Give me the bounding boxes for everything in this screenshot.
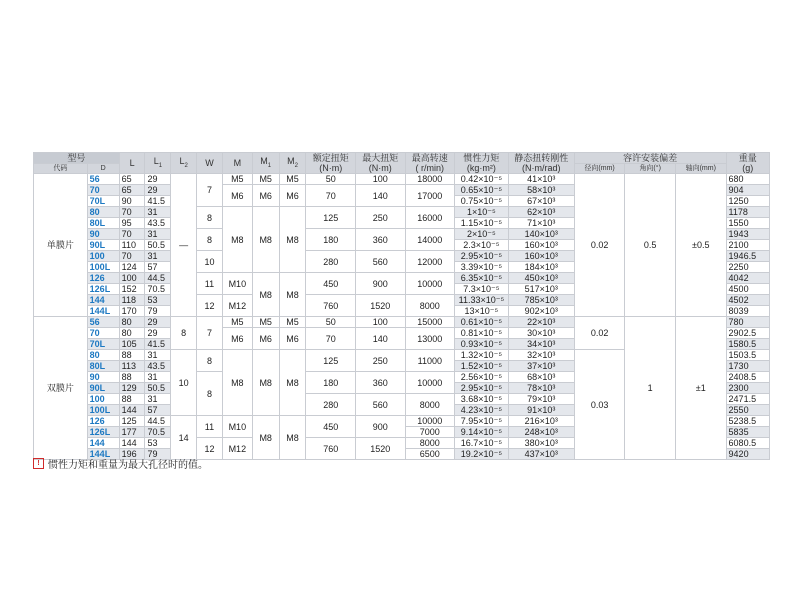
max-torque-unit: (N·m) xyxy=(368,163,392,173)
header-radial: 径向(mm) xyxy=(574,164,625,174)
cell-l1: 50.5 xyxy=(145,240,171,251)
cell-inertia: 1.15×10⁻⁵ xyxy=(455,218,509,229)
model-code: 56 xyxy=(87,317,119,328)
cell-m2: M8 xyxy=(279,207,306,273)
cell-stiffness: 22×10³ xyxy=(508,317,574,328)
cell-inertia: 1.32×10⁻⁵ xyxy=(455,350,509,361)
header-code: 代码 xyxy=(34,164,88,174)
stiffness-unit: (N·m/rad) xyxy=(522,163,561,173)
cell-l1: 79 xyxy=(145,306,171,317)
cell-stiffness: 71×10³ xyxy=(508,218,574,229)
cell-weight: 5238.5 xyxy=(726,416,769,427)
cell-l2: 10 xyxy=(171,350,197,416)
cell-axial: ±0.5 xyxy=(675,174,726,317)
cell-l: 65 xyxy=(119,185,145,196)
model-code: 100 xyxy=(87,251,119,262)
cell-inertia: 0.42×10⁻⁵ xyxy=(455,174,509,185)
model-code: 126 xyxy=(87,416,119,427)
cell-m2: M5 xyxy=(279,174,306,185)
cell-inertia: 0.65×10⁻⁵ xyxy=(455,185,509,196)
cell-m2: M8 xyxy=(279,416,306,460)
cell-stiffness: 517×10³ xyxy=(508,284,574,295)
header-max-torque xyxy=(355,153,405,174)
cell-l: 196 xyxy=(119,449,145,460)
cell-stiffness: 91×10³ xyxy=(508,405,574,416)
cell-w: 10 xyxy=(197,251,223,273)
cell-w: 7 xyxy=(197,174,223,207)
cell-l: 144 xyxy=(119,438,145,449)
cell-inertia: 0.93×10⁻⁵ xyxy=(455,339,509,350)
cell-max-torque: 560 xyxy=(355,251,405,273)
cell-l: 90 xyxy=(119,196,145,207)
cell-max-speed: 7000 xyxy=(405,427,455,438)
header-inertia xyxy=(455,153,509,174)
coupling-spec-table xyxy=(33,152,770,460)
model-code: 80L xyxy=(87,218,119,229)
header-d: D xyxy=(87,164,119,174)
cell-stiffness: 248×10³ xyxy=(508,427,574,438)
cell-stiffness: 32×10³ xyxy=(508,350,574,361)
header-stiffness xyxy=(508,153,574,174)
header-m1: $M_1$ xyxy=(252,153,279,174)
cell-weight: 6080.5 xyxy=(726,438,769,449)
cell-l: 80 xyxy=(119,317,145,328)
cell-rated-torque: 125 xyxy=(306,207,356,229)
cell-inertia: 1.52×10⁻⁵ xyxy=(455,361,509,372)
rated-torque-unit: (N·m) xyxy=(319,163,343,173)
cell-weight: 4500 xyxy=(726,284,769,295)
cell-max-torque: 360 xyxy=(355,229,405,251)
cell-weight: 2471.5 xyxy=(726,394,769,405)
cell-inertia: 0.61×10⁻⁵ xyxy=(455,317,509,328)
cell-stiffness: 140×10³ xyxy=(508,229,574,240)
cell-stiffness: 380×10³ xyxy=(508,438,574,449)
cell-l: 65 xyxy=(119,174,145,185)
cell-weight: 1250 xyxy=(726,196,769,207)
cell-weight: 680 xyxy=(726,174,769,185)
cell-inertia: 3.68×10⁻⁵ xyxy=(455,394,509,405)
cell-w: 12 xyxy=(197,295,223,317)
cell-m: M6 xyxy=(222,185,252,207)
cell-m: M8 xyxy=(222,350,252,416)
cell-l: 88 xyxy=(119,372,145,383)
cell-max-speed: 6500 xyxy=(405,449,455,460)
cell-inertia: 3.39×10⁻⁵ xyxy=(455,262,509,273)
header-rated-torque xyxy=(306,153,356,174)
cell-inertia: 19.2×10⁻⁵ xyxy=(455,449,509,460)
footnote-text: 惯性力矩和重量为最大孔径时的值。 xyxy=(48,460,208,471)
cell-l: 88 xyxy=(119,350,145,361)
cell-l2: 8 xyxy=(171,317,197,350)
cell-m: M10 xyxy=(222,273,252,295)
model-code: 90 xyxy=(87,229,119,240)
cell-m: M12 xyxy=(222,295,252,317)
cell-rated-torque: 760 xyxy=(306,295,356,317)
table-row xyxy=(34,174,770,185)
inertia-unit: (kg·m²) xyxy=(466,163,496,173)
cell-inertia: 7.3×10⁻⁵ xyxy=(455,284,509,295)
model-code: 100L xyxy=(87,262,119,273)
cell-l1: 44.5 xyxy=(145,416,171,427)
cell-inertia: 2.56×10⁻⁵ xyxy=(455,372,509,383)
cell-max-speed: 14000 xyxy=(405,229,455,251)
cell-stiffness: 30×10³ xyxy=(508,328,574,339)
model-code: 126L xyxy=(87,284,119,295)
cell-max-torque: 250 xyxy=(355,207,405,229)
cell-m1: M8 xyxy=(252,350,279,416)
cell-weight: 1503.5 xyxy=(726,350,769,361)
cell-l1: 53 xyxy=(145,438,171,449)
cell-l1: 50.5 xyxy=(145,383,171,394)
model-code: 144L xyxy=(87,449,119,460)
cell-weight: 1580.5 xyxy=(726,339,769,350)
cell-m1: M8 xyxy=(252,207,279,273)
cell-max-speed: 16000 xyxy=(405,207,455,229)
max-speed-label: 最高转速 xyxy=(411,153,448,163)
cell-inertia: 4.23×10⁻⁵ xyxy=(455,405,509,416)
header-misalignment: 容许安装偏差 xyxy=(574,153,726,164)
model-code: 126L xyxy=(87,427,119,438)
cell-m1: M6 xyxy=(252,328,279,350)
model-code: 90L xyxy=(87,240,119,251)
header-max-speed xyxy=(405,153,455,174)
cell-max-torque: 1520 xyxy=(355,438,405,460)
cell-max-torque: 140 xyxy=(355,328,405,350)
header-l2: $L_2$ xyxy=(171,153,197,174)
cell-weight: 2100 xyxy=(726,240,769,251)
cell-radial: 0.03 xyxy=(574,350,625,460)
cell-l: 95 xyxy=(119,218,145,229)
cell-inertia: 2.95×10⁻⁵ xyxy=(455,383,509,394)
model-code: 70 xyxy=(87,185,119,196)
cell-l1: 31 xyxy=(145,229,171,240)
cell-l: 118 xyxy=(119,295,145,306)
cell-stiffness: 450×10³ xyxy=(508,273,574,284)
info-icon: ! xyxy=(33,458,44,469)
cell-weight: 2902.5 xyxy=(726,328,769,339)
cell-weight: 1178 xyxy=(726,207,769,218)
cell-l: 110 xyxy=(119,240,145,251)
cell-l: 80 xyxy=(119,328,145,339)
header-type: 型号 xyxy=(34,153,120,164)
cell-axial: ±1 xyxy=(675,317,726,460)
cell-l: 124 xyxy=(119,262,145,273)
cell-w: 8 xyxy=(197,372,223,416)
cell-max-speed: 15000 xyxy=(405,317,455,328)
cell-l: 170 xyxy=(119,306,145,317)
cell-l: 100 xyxy=(119,273,145,284)
cell-max-speed: 10000 xyxy=(405,273,455,295)
model-code: 90 xyxy=(87,372,119,383)
cell-w: 11 xyxy=(197,273,223,295)
cell-m2: M6 xyxy=(279,185,306,207)
cell-l1: 31 xyxy=(145,350,171,361)
cell-max-speed: 8000 xyxy=(405,438,455,449)
cell-weight: 8039 xyxy=(726,306,769,317)
cell-l: 144 xyxy=(119,405,145,416)
cell-rated-torque: 70 xyxy=(306,328,356,350)
cell-l: 129 xyxy=(119,383,145,394)
cell-w: 8 xyxy=(197,229,223,251)
cell-l1: 79 xyxy=(145,449,171,460)
cell-inertia: 1×10⁻⁵ xyxy=(455,207,509,218)
cell-l: 70 xyxy=(119,207,145,218)
cell-stiffness: 902×10³ xyxy=(508,306,574,317)
header-angular: 角向(°) xyxy=(625,164,676,174)
cell-max-torque: 360 xyxy=(355,372,405,394)
table-body xyxy=(34,174,770,460)
cell-m1: M5 xyxy=(252,317,279,328)
cell-rated-torque: 280 xyxy=(306,394,356,416)
model-code: 144 xyxy=(87,295,119,306)
cell-max-speed: 13000 xyxy=(405,328,455,350)
cell-weight: 9420 xyxy=(726,449,769,460)
cell-inertia: 2×10⁻⁵ xyxy=(455,229,509,240)
cell-inertia: 0.75×10⁻⁵ xyxy=(455,196,509,207)
cell-m1: M8 xyxy=(252,416,279,460)
cell-rated-torque: 450 xyxy=(306,273,356,295)
cell-stiffness: 216×10³ xyxy=(508,416,574,427)
cell-w: 12 xyxy=(197,438,223,460)
cell-rated-torque: 180 xyxy=(306,372,356,394)
cell-weight: 2250 xyxy=(726,262,769,273)
cell-inertia: 2.3×10⁻⁵ xyxy=(455,240,509,251)
cell-m: M12 xyxy=(222,438,252,460)
cell-max-speed: 18000 xyxy=(405,174,455,185)
cell-stiffness: 785×10³ xyxy=(508,295,574,306)
cell-weight: 5835 xyxy=(726,427,769,438)
cell-m: M6 xyxy=(222,328,252,350)
cell-w: 8 xyxy=(197,350,223,372)
table-header xyxy=(34,153,770,174)
cell-stiffness: 68×10³ xyxy=(508,372,574,383)
cell-l1: 29 xyxy=(145,317,171,328)
max-speed-unit: ( r/min) xyxy=(415,163,445,173)
model-code: 70 xyxy=(87,328,119,339)
cell-max-torque: 900 xyxy=(355,273,405,295)
cell-angular: 1 xyxy=(625,317,676,460)
cell-l: 177 xyxy=(119,427,145,438)
weight-label: 重量 xyxy=(738,153,757,163)
cell-max-speed: 12000 xyxy=(405,251,455,273)
cell-max-speed: 8000 xyxy=(405,394,455,416)
cell-l1: 29 xyxy=(145,328,171,339)
cell-m: M8 xyxy=(222,207,252,273)
cell-weight: 1550 xyxy=(726,218,769,229)
cell-rated-torque: 450 xyxy=(306,416,356,438)
cell-m1: M5 xyxy=(252,174,279,185)
cell-l1: 31 xyxy=(145,394,171,405)
cell-weight: 904 xyxy=(726,185,769,196)
cell-max-torque: 560 xyxy=(355,394,405,416)
model-code: 100L xyxy=(87,405,119,416)
cell-m: M5 xyxy=(222,174,252,185)
cell-w: 11 xyxy=(197,416,223,438)
cell-l1: 43.5 xyxy=(145,218,171,229)
cell-max-speed: 10000 xyxy=(405,416,455,427)
cell-inertia: 7.95×10⁻⁵ xyxy=(455,416,509,427)
cell-rated-torque: 125 xyxy=(306,350,356,372)
cell-l: 70 xyxy=(119,251,145,262)
cell-weight: 1730 xyxy=(726,361,769,372)
model-code: 70L xyxy=(87,339,119,350)
cell-max-torque: 140 xyxy=(355,185,405,207)
cell-weight: 4502 xyxy=(726,295,769,306)
cell-inertia: 11.33×10⁻⁵ xyxy=(455,295,509,306)
cell-max-speed: 11000 xyxy=(405,350,455,372)
cell-inertia: 13×10⁻⁵ xyxy=(455,306,509,317)
cell-angular: 0.5 xyxy=(625,174,676,317)
cell-l1: 53 xyxy=(145,295,171,306)
cell-l: 113 xyxy=(119,361,145,372)
cell-l1: 70.5 xyxy=(145,284,171,295)
cell-l1: 41.5 xyxy=(145,339,171,350)
cell-rated-torque: 280 xyxy=(306,251,356,273)
cell-stiffness: 37×10³ xyxy=(508,361,574,372)
cell-stiffness: 160×10³ xyxy=(508,251,574,262)
cell-m: M5 xyxy=(222,317,252,328)
cell-weight: 1943 xyxy=(726,229,769,240)
cell-max-torque: 1520 xyxy=(355,295,405,317)
header-axial: 轴向(mm) xyxy=(675,164,726,174)
model-code: 90L xyxy=(87,383,119,394)
cell-l1: 43.5 xyxy=(145,361,171,372)
rated-torque-label: 额定扭矩 xyxy=(312,153,349,163)
cell-max-speed: 10000 xyxy=(405,372,455,394)
cell-stiffness: 41×10³ xyxy=(508,174,574,185)
cell-l1: 70.5 xyxy=(145,427,171,438)
header-l: L xyxy=(119,153,145,174)
cell-m1: M6 xyxy=(252,185,279,207)
footnote xyxy=(33,456,208,471)
cell-w: 7 xyxy=(197,317,223,350)
cell-radial: 0.02 xyxy=(574,317,625,350)
cell-m: M10 xyxy=(222,416,252,438)
cell-stiffness: 184×10³ xyxy=(508,262,574,273)
cell-m2: M8 xyxy=(279,350,306,416)
inertia-label: 惯性力矩 xyxy=(463,153,500,163)
cell-l1: 31 xyxy=(145,372,171,383)
cell-rated-torque: 180 xyxy=(306,229,356,251)
model-code: 144L xyxy=(87,306,119,317)
header-w: W xyxy=(197,153,223,174)
cell-l1: 44.5 xyxy=(145,273,171,284)
cell-l1: 29 xyxy=(145,174,171,185)
cell-max-speed: 8000 xyxy=(405,295,455,317)
cell-radial: 0.02 xyxy=(574,174,625,317)
model-code: 144 xyxy=(87,438,119,449)
cell-weight: 1946.5 xyxy=(726,251,769,262)
cell-m2: M6 xyxy=(279,328,306,350)
cell-weight: 2550 xyxy=(726,405,769,416)
weight-unit: (g) xyxy=(742,163,754,173)
cell-max-speed: 17000 xyxy=(405,185,455,207)
cell-max-torque: 250 xyxy=(355,350,405,372)
header-l1: $L_1$ xyxy=(145,153,171,174)
model-code: 100 xyxy=(87,394,119,405)
cell-inertia: 0.81×10⁻⁵ xyxy=(455,328,509,339)
cell-stiffness: 78×10³ xyxy=(508,383,574,394)
cell-stiffness: 79×10³ xyxy=(508,394,574,405)
cell-stiffness: 67×10³ xyxy=(508,196,574,207)
stiffness-label: 静态扭转刚性 xyxy=(514,153,569,163)
cell-rated-torque: 760 xyxy=(306,438,356,460)
cell-l: 105 xyxy=(119,339,145,350)
cell-stiffness: 437×10³ xyxy=(508,449,574,460)
header-m: M xyxy=(222,153,252,174)
header-m2: $M_2$ xyxy=(279,153,306,174)
model-code: 80 xyxy=(87,207,119,218)
cell-m2: M8 xyxy=(279,273,306,317)
cell-max-torque: 900 xyxy=(355,416,405,438)
cell-l2: 14 xyxy=(171,416,197,460)
cell-l: 88 xyxy=(119,394,145,405)
cell-l: 125 xyxy=(119,416,145,427)
cell-l2: — xyxy=(171,174,197,317)
cell-max-torque: 100 xyxy=(355,317,405,328)
header-weight xyxy=(726,153,769,174)
cell-inertia: 2.95×10⁻⁵ xyxy=(455,251,509,262)
cell-w: 8 xyxy=(197,207,223,229)
cell-l: 152 xyxy=(119,284,145,295)
model-code: 80L xyxy=(87,361,119,372)
cell-l1: 41.5 xyxy=(145,196,171,207)
cell-m2: M5 xyxy=(279,317,306,328)
cell-l: 70 xyxy=(119,229,145,240)
cell-max-torque: 100 xyxy=(355,174,405,185)
cell-weight: 4042 xyxy=(726,273,769,284)
cell-inertia: 16.7×10⁻⁵ xyxy=(455,438,509,449)
cell-inertia: 6.35×10⁻⁵ xyxy=(455,273,509,284)
group-label: 双膜片 xyxy=(34,317,88,460)
cell-l1: 57 xyxy=(145,405,171,416)
cell-stiffness: 58×10³ xyxy=(508,185,574,196)
cell-rated-torque: 70 xyxy=(306,185,356,207)
cell-rated-torque: 50 xyxy=(306,317,356,328)
model-code: 56 xyxy=(87,174,119,185)
cell-rated-torque: 50 xyxy=(306,174,356,185)
model-code: 126 xyxy=(87,273,119,284)
cell-l1: 29 xyxy=(145,185,171,196)
cell-stiffness: 62×10³ xyxy=(508,207,574,218)
cell-weight: 2300 xyxy=(726,383,769,394)
cell-l1: 57 xyxy=(145,262,171,273)
cell-l1: 31 xyxy=(145,251,171,262)
cell-weight: 2408.5 xyxy=(726,372,769,383)
cell-stiffness: 160×10³ xyxy=(508,240,574,251)
max-torque-label: 最大扭矩 xyxy=(362,153,399,163)
cell-inertia: 9.14×10⁻⁵ xyxy=(455,427,509,438)
model-code: 80 xyxy=(87,350,119,361)
model-code: 70L xyxy=(87,196,119,207)
cell-l1: 31 xyxy=(145,207,171,218)
cell-m1: M8 xyxy=(252,273,279,317)
spec-sheet xyxy=(33,152,770,460)
table-row xyxy=(34,317,770,328)
cell-stiffness: 34×10³ xyxy=(508,339,574,350)
group-label: 单膜片 xyxy=(34,174,88,317)
cell-weight: 780 xyxy=(726,317,769,328)
